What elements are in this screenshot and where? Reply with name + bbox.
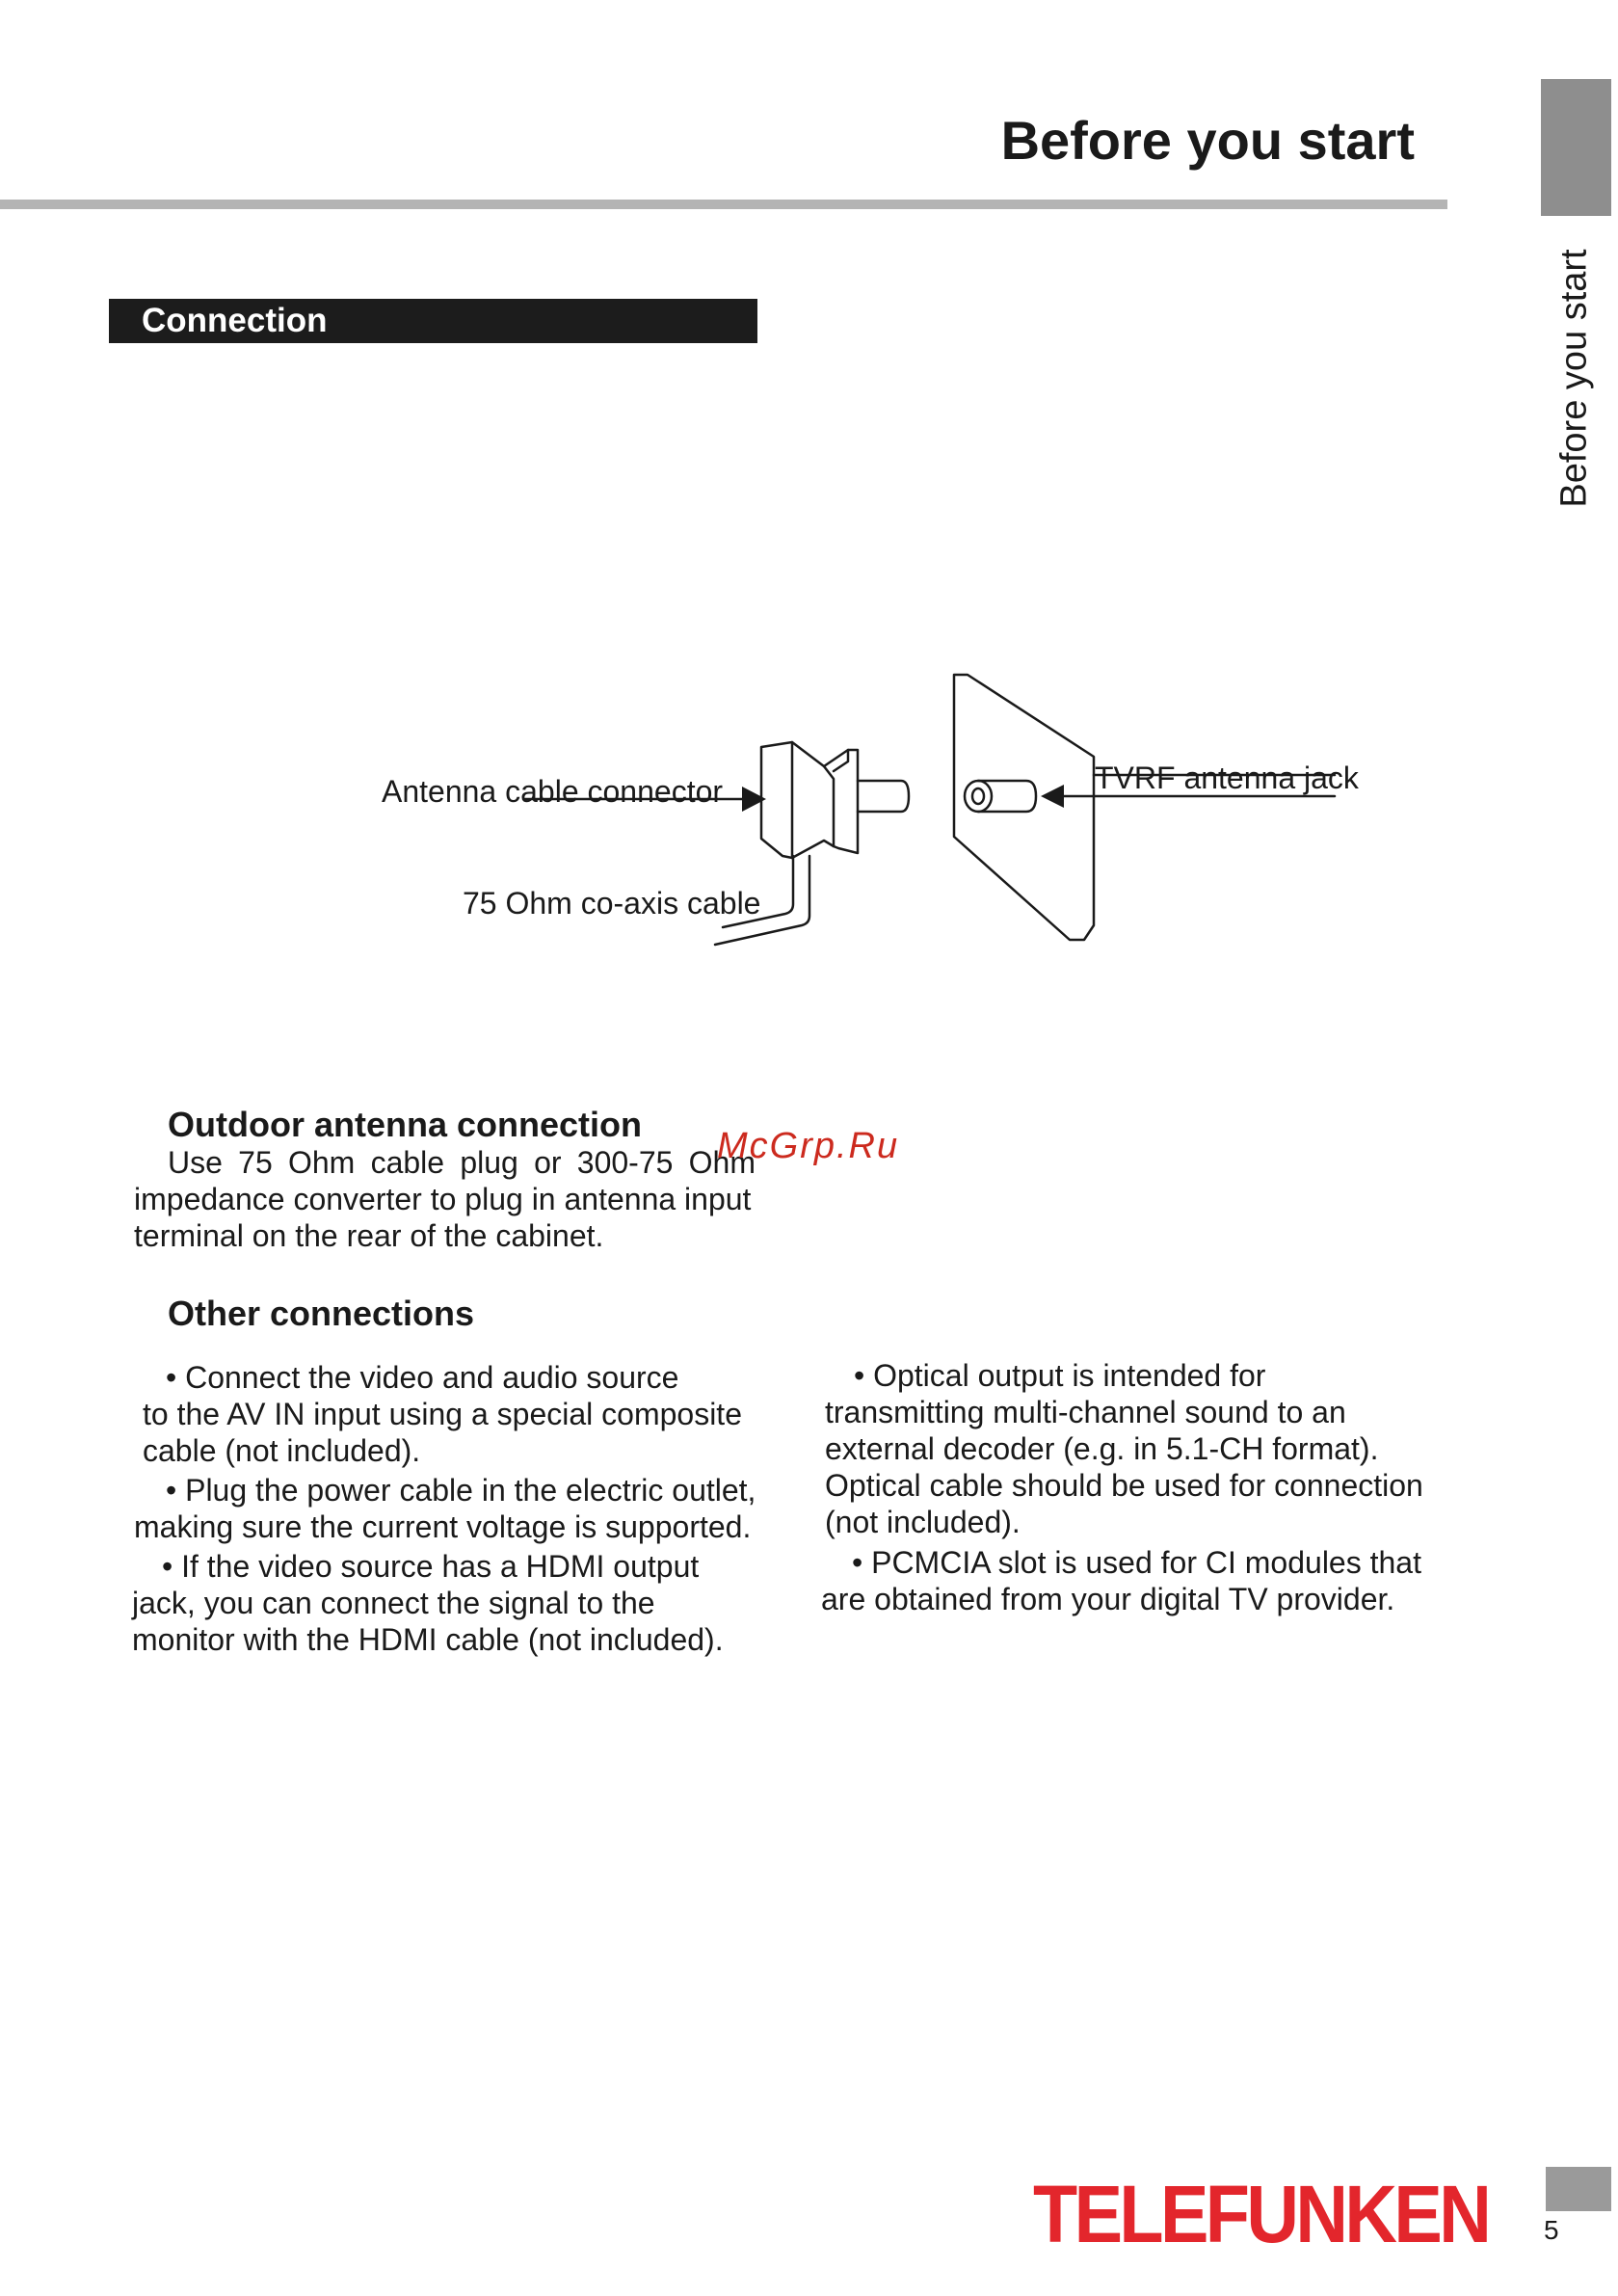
section-title-bar: Connection — [109, 299, 757, 343]
other-left-line: • If the video source has a HDMI output — [162, 1549, 700, 1584]
connector-front — [824, 766, 834, 846]
brand-logo: TELEFUNKEN — [1033, 2169, 1489, 2259]
connector-label: Antenna cable connector — [382, 774, 724, 809]
cable-label: 75 Ohm co-axis cable — [463, 886, 761, 921]
side-tab-marker — [1541, 79, 1611, 216]
outdoor-line: terminal on the rear of the cabinet. — [134, 1218, 604, 1253]
jack-label: TVRF antenna jack — [1095, 761, 1359, 795]
page-title: Before you start — [1000, 110, 1415, 171]
jack-arrow — [1041, 785, 1064, 808]
outdoor-heading: Outdoor antenna connection — [168, 1105, 642, 1144]
outdoor-line: Use 75 Ohm cable plug or 300-75 Ohm — [168, 1145, 756, 1180]
other-left-line: jack, you can connect the signal to the — [132, 1586, 655, 1620]
other-right-line: external decoder (e.g. in 5.1-CH format). — [825, 1431, 1379, 1466]
side-tab-label: Before you start — [1553, 248, 1595, 508]
other-right-line: Optical cable should be used for connection — [825, 1468, 1423, 1503]
watermark: McGrp.Ru — [717, 1126, 900, 1166]
connector-pin — [858, 781, 909, 812]
antenna-connection-diagram — [347, 665, 1407, 974]
other-left-line: • Plug the power cable in the electric outlet, — [166, 1473, 756, 1508]
side-tab — [1536, 243, 1613, 513]
other-right-line: • Optical output is intended for — [854, 1358, 1266, 1393]
other-left-line: • Connect the video and audio source — [166, 1360, 679, 1395]
connector-notch — [834, 750, 848, 771]
antenna-jack-pin — [972, 788, 984, 804]
other-left-line: cable (not included). — [143, 1433, 421, 1468]
other-right-line: (not included). — [825, 1505, 1021, 1539]
other-left-line: making sure the current voltage is supported. — [134, 1509, 752, 1544]
other-heading: Other connections — [168, 1294, 475, 1333]
header-rule — [0, 200, 1447, 209]
tv-rear-panel — [954, 675, 1094, 940]
other-left-line: to the AV IN input using a special composite — [143, 1397, 742, 1431]
other-right-line: • PCMCIA slot is used for CI modules that — [852, 1545, 1421, 1580]
page-number: 5 — [1544, 2215, 1559, 2245]
page-number-tab — [1546, 2167, 1611, 2211]
outdoor-line: impedance converter to plug in antenna input — [134, 1182, 752, 1216]
connector-body — [761, 742, 858, 858]
other-right-line: transmitting multi-channel sound to an — [825, 1395, 1346, 1429]
other-right-line: are obtained from your digital TV provider. — [821, 1582, 1395, 1616]
other-left-line: monitor with the HDMI cable (not included). — [132, 1622, 724, 1657]
antenna-jack-socket — [965, 781, 992, 812]
